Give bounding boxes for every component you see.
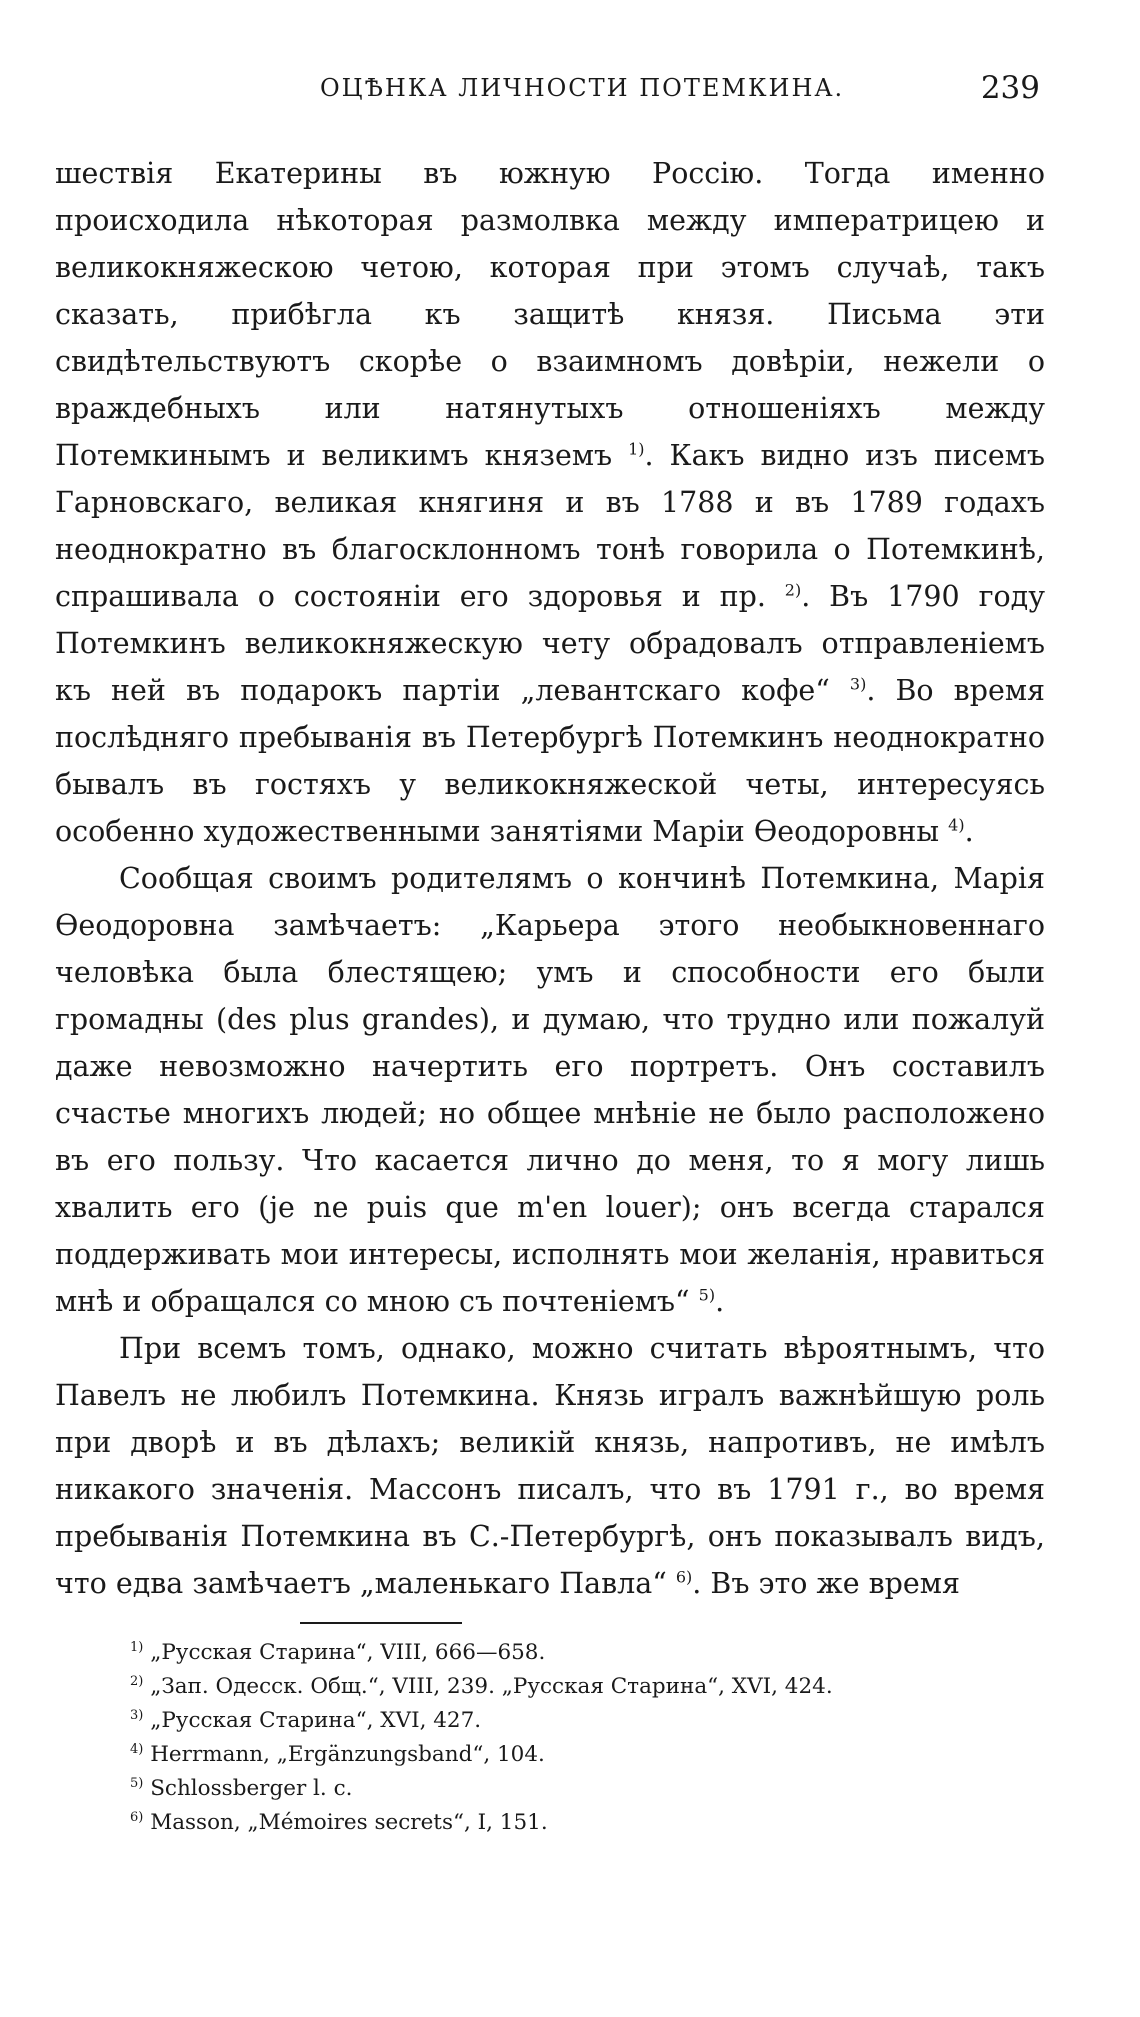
running-head — [0, 70, 1140, 110]
footnote-5 — [130, 1772, 1030, 1806]
footnote-number: 1) — [130, 1639, 144, 1655]
footnote-text: „Русская Старина“, XVI, 427. — [150, 1708, 482, 1733]
footnote-6 — [130, 1806, 1030, 1840]
text-segment: . Какъ видно изъ писемъ Гарновскаго, великая княгиня и въ 1788 и въ 1789 годахъ неоднократно въ благосклонномъ тонѣ говорила о Потемкинѣ, спрашивала о состояніи его здоровья и пр. — [55, 439, 1046, 613]
footnote-ref-3: 3) — [849, 674, 867, 694]
footnote-number: 4) — [130, 1741, 144, 1757]
footnote-2 — [130, 1670, 1030, 1704]
text-segment: Сообщая своимъ родителямъ о кончинѣ Потемкина, Марія Ѳеодоровна замѣчаетъ: „Карьера этого необыкновеннаго человѣка была блестящею; умъ и способности его были громадны (des plus grandes), и думаю, что трудно или пожалуй даже невозможно начертить его портретъ. Онъ составилъ счастье многихъ людей; но общее мнѣніе не было расположено въ его пользу. Что касается лично до меня, то я могу лишь хвалить его (je ne puis que m'en louer); онъ всегда старался поддерживать мои интересы, исполнять мои желанія, нравиться мнѣ и обращался со мною съ почтеніемъ“ — [55, 862, 1045, 1318]
footnote-1 — [130, 1636, 1030, 1670]
footnote-number: 5) — [130, 1775, 144, 1791]
text-segment: . Въ 1790 году Потемкинъ великокняжескую чету обрадовалъ отправленіемъ къ ней въ подарокъ партіи „левантскаго кофе“ — [55, 580, 1045, 707]
footnote-text: Masson, „Mémoires secrets“, I, 151. — [150, 1810, 548, 1835]
text-segment: . Во время послѣдняго пребыванія въ Петербургѣ Потемкинъ неоднократно бывалъ въ гостяхъ у великокняжеской четы, интересуясь особенно художественными занятіями Маріи Ѳеодоровны — [55, 674, 1045, 848]
footnote-ref-5: 5) — [698, 1285, 716, 1305]
footnote-text: Schlossberger l. c. — [150, 1776, 353, 1801]
body-text — [55, 150, 1045, 1607]
text-segment: . — [715, 1285, 725, 1318]
footnote-number: 3) — [130, 1707, 144, 1723]
footnote-4 — [130, 1738, 1030, 1772]
paragraph-3 — [55, 1325, 1045, 1607]
footnote-ref-1: 1) — [628, 439, 645, 459]
text-segment: . Въ это же время — [692, 1567, 960, 1600]
page-number: 239 — [980, 70, 1040, 106]
footnote-number: 2) — [130, 1673, 144, 1689]
footnote-text: Herrmann, „Ergänzungsband“, 104. — [150, 1742, 545, 1767]
footnote-3 — [130, 1704, 1030, 1738]
footnote-ref-2: 2) — [784, 580, 802, 600]
footnote-text: „Зап. Одесск. Общ.“, VIII, 239. „Русская Старина“, XVI, 424. — [150, 1674, 833, 1699]
paragraph-2 — [55, 855, 1045, 1325]
footnote-ref-6: 6) — [675, 1567, 693, 1587]
text-segment: При всемъ томъ, однако, можно считать вѣроятнымъ, что Павелъ не любилъ Потемкина. Князь игралъ важнѣйшую роль при дворѣ и въ дѣлахъ; великій князь, напротивъ, не имѣлъ никакого значенія. Массонъ писалъ, что въ 1791 г., во время пребыванія Потемкина въ С.-Петербургѣ, онъ показывалъ видъ, что едва замѣчаетъ „маленькаго Павла“ — [55, 1332, 1045, 1600]
footnotes — [130, 1636, 1030, 1840]
footnote-ref-4: 4) — [948, 815, 965, 835]
running-title: ОЦѢНКА ЛИЧНОСТИ ПОТЕМКИНА. — [320, 74, 845, 102]
footnote-text: „Русская Старина“, VIII, 666—658. — [150, 1640, 546, 1665]
text-segment: . — [964, 815, 974, 848]
paragraph-1 — [55, 150, 1045, 855]
text-segment: шествія Екатерины въ южную Россію. Тогда именно происходила нѣкоторая размолвка между императрицею и великокняжескою четою, которая при этомъ случаѣ, такъ сказать, прибѣгла къ защитѣ князя. Письма эти свидѣтельствуютъ скорѣе о взаимномъ довѣріи, нежели о враждебныхъ или натянутыхъ отношеніяхъ между Потемкинымъ и великимъ княземъ — [55, 157, 1045, 472]
footnote-divider — [300, 1622, 462, 1624]
footnote-number: 6) — [130, 1809, 144, 1825]
